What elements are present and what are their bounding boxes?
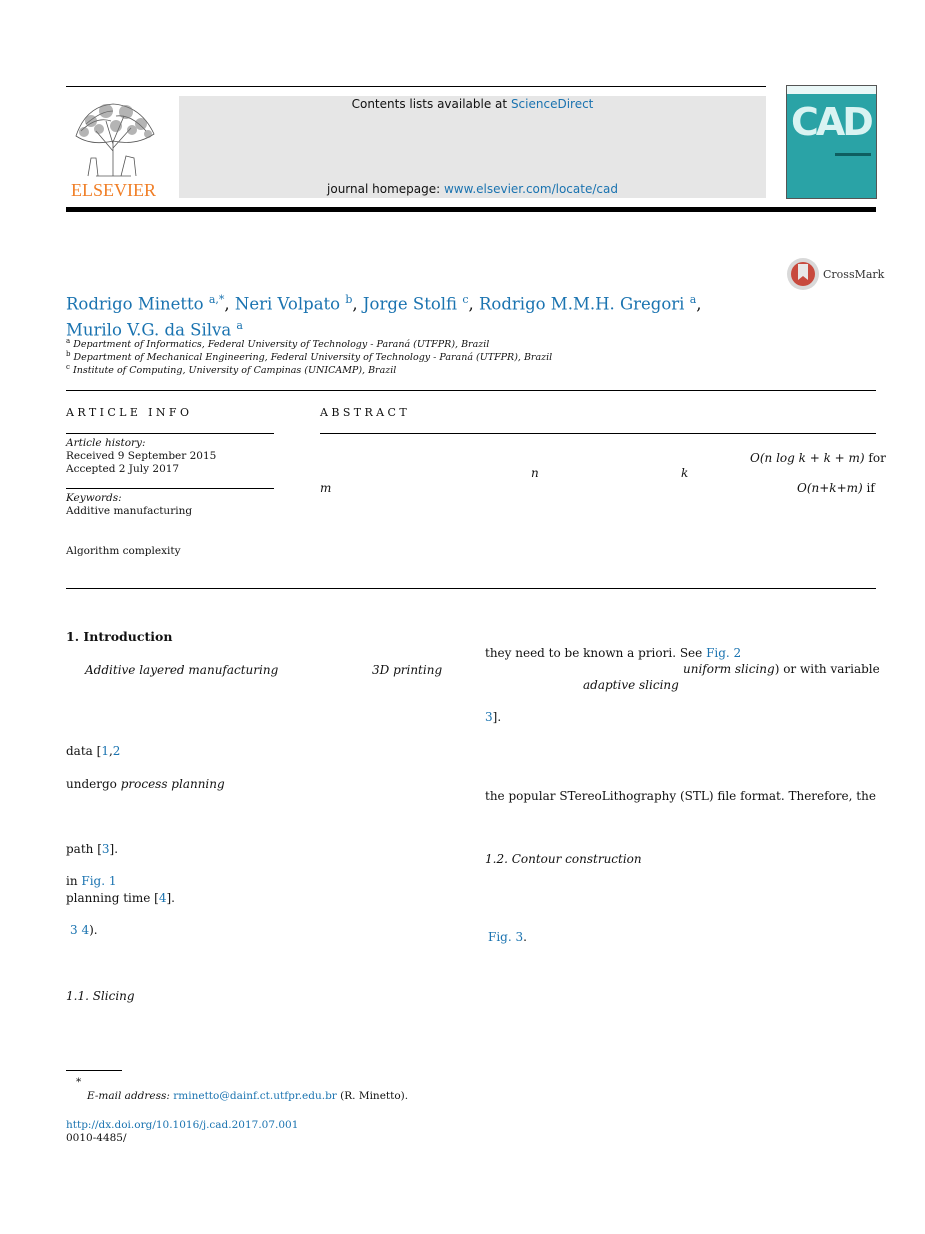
author-4-sup: a — [689, 293, 697, 306]
abstract-line-3 — [797, 481, 875, 495]
fig-2-link[interactable]: Fig. 2 — [706, 646, 742, 660]
planning-time-line — [66, 890, 175, 906]
refs-comma: , — [108, 744, 113, 758]
refs-1-2 — [66, 743, 120, 759]
ref3-right-suffix: ]. — [492, 710, 502, 724]
complexity-2: O(n+k+m) — [797, 481, 863, 495]
top-rule — [66, 86, 766, 87]
term-alm: Additive layered manufacturing — [85, 663, 279, 677]
journal-cover[interactable] — [786, 85, 877, 199]
abstract-for: for — [868, 451, 886, 465]
var-n: n — [531, 466, 539, 480]
author-3-sup: c — [462, 293, 469, 306]
footnote-rule — [66, 1070, 122, 1071]
planning-prefix: planning time [ — [66, 891, 159, 905]
homepage-line — [179, 182, 766, 196]
contour-heading: 1.2. Contour construction — [485, 852, 642, 866]
keywords-rule — [66, 488, 274, 489]
complexity-1: O(n log k + k + m) — [750, 451, 865, 465]
abstract-bottom-rule — [66, 588, 876, 589]
ref-4b-link[interactable]: 4 — [81, 923, 90, 937]
keywords-label: Keywords: — [66, 492, 122, 504]
author-2[interactable]: Neri Volpato — [234, 294, 341, 314]
slicing-heading: 1.1. Slicing — [66, 989, 135, 1003]
footnote-star: * — [76, 1076, 82, 1088]
author-4[interactable]: Rodrigo M.M.H. Gregori — [478, 294, 685, 314]
affiliation-c — [66, 361, 396, 377]
author-1-sup: a,* — [208, 293, 225, 306]
priori-line — [485, 645, 741, 661]
keyword-2: Algorithm complexity — [66, 545, 181, 557]
email-line — [87, 1090, 408, 1103]
homepage-prefix: journal homepage: — [327, 182, 444, 196]
affiliation-a-text: Department of Informatics, Federal University of Technology - Paraná (UTFPR), Brazil — [73, 339, 490, 351]
refs-3-4-line — [70, 922, 98, 938]
abstract-rule — [320, 433, 876, 434]
author-1[interactable]: Rodrigo Minetto — [66, 294, 204, 314]
term-process-planning: process planning — [120, 777, 225, 791]
cover-bottom-text — [835, 153, 871, 156]
author-3[interactable]: Jorge Stolfi — [362, 294, 458, 314]
affiliation-c-text: Institute of Computing, University of Campinas (UNICAMP), Brazil — [72, 365, 397, 377]
affiliation-b-text: Department of Mechanical Engineering, Federal University of Technology - Paraná (UTFPR), Brazil — [73, 352, 553, 364]
header-thick-rule — [66, 207, 876, 212]
received-date: Received 9 September 2015 — [66, 450, 217, 462]
fig-1-link[interactable]: Fig. 1 — [81, 874, 117, 888]
affiliation-c-sup: c — [66, 363, 70, 371]
email-label: E-mail address: — [87, 1090, 174, 1102]
affiliation-b-sup: b — [66, 350, 71, 358]
refs-suffix: ). — [89, 923, 98, 937]
affiliation-a-sup: a — [66, 337, 71, 345]
ref-3c-link[interactable]: 3 — [485, 710, 493, 724]
sciencedirect-link[interactable]: ScienceDirect — [510, 97, 594, 111]
ref-2-link[interactable]: 2 — [112, 744, 121, 758]
in-prefix: in — [66, 874, 82, 888]
path-suffix: ]. — [109, 842, 119, 856]
ref3-right-line — [485, 709, 501, 725]
refs-1-2-prefix: data [ — [66, 744, 102, 758]
author-5[interactable]: Murilo V.G. da Silva — [66, 320, 232, 339]
fig3-line — [488, 929, 527, 945]
term-adaptive-slicing: adaptive slicing — [583, 678, 679, 692]
contents-prefix: Contents lists available at — [351, 97, 511, 111]
planning-suffix: ]. — [166, 891, 175, 905]
fig3-suffix: . — [523, 930, 527, 944]
ref-3-link[interactable]: 3 — [101, 842, 110, 856]
contents-line — [179, 97, 766, 111]
path-ref-line — [66, 841, 118, 857]
var-m: m — [320, 481, 332, 495]
cover-stripe — [787, 86, 876, 94]
stl-line: the popular STereoLithography (STL) file format. Therefore, the — [485, 789, 876, 803]
variable-text: ) or with variable — [774, 662, 880, 676]
keyword-1: Additive manufacturing — [66, 505, 193, 517]
term-uniform-slicing: uniform slicing — [683, 662, 775, 676]
publisher-wordmark: ELSEVIER — [71, 180, 156, 200]
ref-1-link[interactable]: 1 — [101, 744, 109, 758]
fig1-line — [66, 873, 117, 889]
email-suffix: (R. Minetto). — [336, 1090, 409, 1102]
issn: 0010-4485/ — [66, 1132, 127, 1144]
uniform-line — [683, 661, 880, 677]
crossmark-label: CrossMark — [823, 268, 885, 281]
ref-3b-link[interactable]: 3 — [70, 923, 78, 937]
history-label: Article history: — [66, 437, 146, 449]
accepted-date: Accepted 2 July 2017 — [66, 463, 180, 475]
email-link[interactable]: rminetto@dainf.ct.utfpr.edu.br — [173, 1090, 337, 1102]
abstract-if: if — [866, 481, 875, 495]
affiliation-rule — [66, 390, 876, 391]
author-list: Rodrigo Minetto $^{a,*}$, Neri Volpato $^b$, Jorge Stolfi $^c$, Rodrigo M.M.H. Gregori $^a$, Murilo V.G. da Silva $^a$ — [66, 293, 702, 339]
intro-heading: 1. Introduction — [66, 629, 173, 644]
article-info-heading: ARTICLE INFO — [66, 406, 193, 419]
ref-4-link[interactable]: 4 — [158, 891, 167, 905]
process-planning-line — [66, 776, 225, 792]
priori-prefix: they need to be known a priori. See — [485, 646, 707, 660]
doi-link[interactable]: http://dx.doi.org/10.1016/j.cad.2017.07.001 — [66, 1119, 299, 1131]
var-k: k — [681, 466, 689, 480]
cover-title: CAD — [791, 100, 871, 144]
term-3d-printing: 3D printing — [372, 663, 443, 677]
path-prefix: path [ — [66, 842, 102, 856]
fig-3-link[interactable]: Fig. 3 — [488, 930, 524, 944]
abstract-heading: ABSTRACT — [320, 406, 411, 419]
article-info-rule — [66, 433, 274, 434]
author-2-sup: b — [345, 293, 353, 306]
undergo-text: undergo — [66, 777, 121, 791]
author-5-sup: a — [236, 318, 243, 332]
journal-homepage-link[interactable]: www.elsevier.com/locate/cad — [443, 182, 618, 196]
abstract-line-1 — [750, 451, 886, 465]
